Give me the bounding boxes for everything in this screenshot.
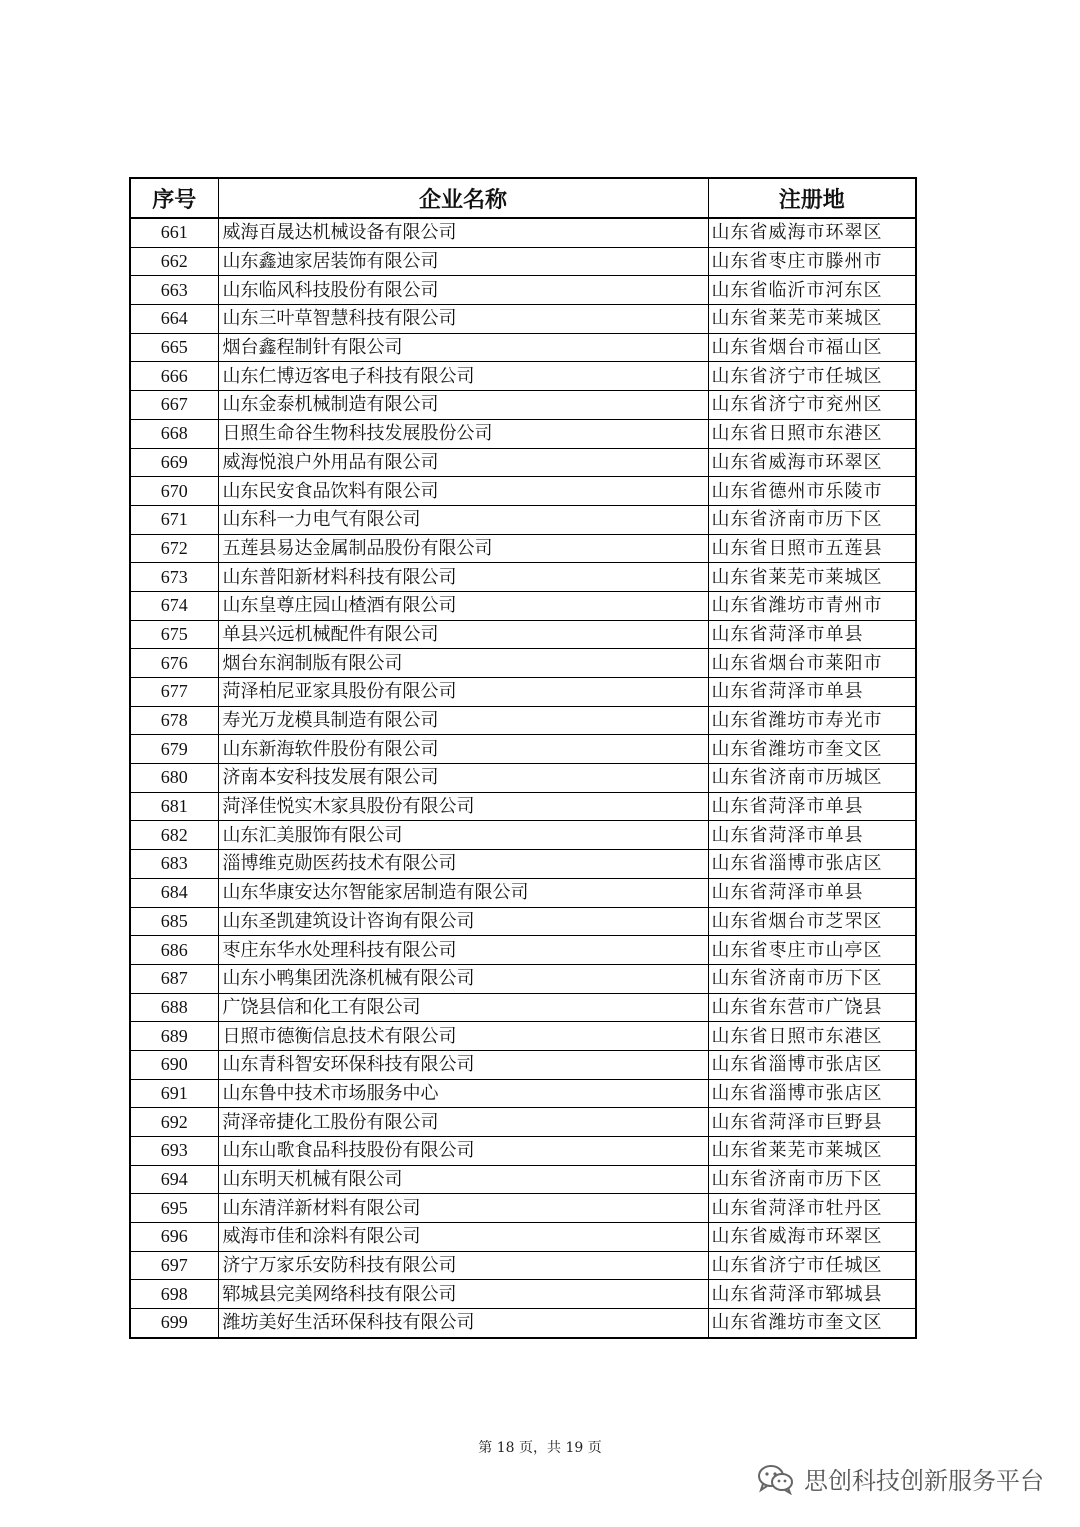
table-row <box>130 1280 916 1309</box>
registered-location: 山东省威海市环翠区 <box>708 1223 916 1252</box>
registered-location: 山东省济南市历城区 <box>708 764 916 793</box>
registered-location: 山东省菏泽市郓城县 <box>708 1280 916 1309</box>
row-index: 682 <box>130 821 218 850</box>
company-name: 济宁万家乐安防科技有限公司 <box>218 1251 708 1280</box>
company-name: 郓城县完美网络科技有限公司 <box>218 1280 708 1309</box>
company-name: 山东金泰机械制造有限公司 <box>218 391 708 420</box>
table-row <box>130 419 916 448</box>
registered-location: 山东省济南市历下区 <box>708 964 916 993</box>
company-name: 济南本安科技发展有限公司 <box>218 764 708 793</box>
registered-location: 山东省潍坊市奎文区 <box>708 735 916 764</box>
table-row <box>130 878 916 907</box>
row-index: 683 <box>130 850 218 879</box>
company-name: 山东临风科技股份有限公司 <box>218 276 708 305</box>
registered-location: 山东省日照市东港区 <box>708 419 916 448</box>
table-row <box>130 448 916 477</box>
registered-location: 山东省莱芜市莱城区 <box>708 563 916 592</box>
row-index: 696 <box>130 1223 218 1252</box>
company-name: 山东仁博迈客电子科技有限公司 <box>218 362 708 391</box>
table-row <box>130 936 916 965</box>
company-name: 枣庄东华水处理科技有限公司 <box>218 936 708 965</box>
table-row <box>130 706 916 735</box>
row-index: 676 <box>130 649 218 678</box>
company-name: 山东华康安达尔智能家居制造有限公司 <box>218 878 708 907</box>
table-row <box>130 764 916 793</box>
table-row <box>130 333 916 362</box>
table-row <box>130 362 916 391</box>
table-row <box>130 1022 916 1051</box>
registered-location: 山东省烟台市芝罘区 <box>708 907 916 936</box>
row-index: 664 <box>130 305 218 334</box>
row-index: 675 <box>130 620 218 649</box>
company-name: 五莲县易达金属制品股份有限公司 <box>218 534 708 563</box>
company-name: 山东圣凯建筑设计咨询有限公司 <box>218 907 708 936</box>
registered-location: 山东省淄博市张店区 <box>708 1050 916 1079</box>
table-row <box>130 678 916 707</box>
table-row <box>130 505 916 534</box>
company-name: 威海市佳和涂料有限公司 <box>218 1223 708 1252</box>
row-index: 661 <box>130 218 218 247</box>
wechat-icon <box>756 1463 796 1495</box>
company-name: 烟台东润制版有限公司 <box>218 649 708 678</box>
registered-location: 山东省威海市环翠区 <box>708 218 916 247</box>
table-row <box>130 1079 916 1108</box>
company-name: 山东鲁中技术市场服务中心 <box>218 1079 708 1108</box>
table-row <box>130 391 916 420</box>
watermark <box>756 1461 1044 1496</box>
company-name: 菏泽佳悦实木家具股份有限公司 <box>218 792 708 821</box>
company-name: 菏泽柏尼亚家具股份有限公司 <box>218 678 708 707</box>
table-row <box>130 850 916 879</box>
table-row <box>130 247 916 276</box>
registered-location: 山东省济宁市任城区 <box>708 1251 916 1280</box>
company-name: 山东清洋新材料有限公司 <box>218 1194 708 1223</box>
row-index: 687 <box>130 964 218 993</box>
company-name: 山东新海软件股份有限公司 <box>218 735 708 764</box>
row-index: 689 <box>130 1022 218 1051</box>
registered-location: 山东省济宁市兖州区 <box>708 391 916 420</box>
row-index: 672 <box>130 534 218 563</box>
registered-location: 山东省东营市广饶县 <box>708 993 916 1022</box>
company-name: 山东汇美服饰有限公司 <box>218 821 708 850</box>
registered-location: 山东省菏泽市单县 <box>708 878 916 907</box>
company-name: 山东普阳新材料科技有限公司 <box>218 563 708 592</box>
registered-location: 山东省济南市历下区 <box>708 505 916 534</box>
row-index: 663 <box>130 276 218 305</box>
table-row <box>130 1194 916 1223</box>
registered-location: 山东省菏泽市单县 <box>708 821 916 850</box>
row-index: 681 <box>130 792 218 821</box>
company-name: 威海百晟达机械设备有限公司 <box>218 218 708 247</box>
registered-location: 山东省菏泽市单县 <box>708 792 916 821</box>
registered-location: 山东省威海市环翠区 <box>708 448 916 477</box>
table-row <box>130 964 916 993</box>
row-index: 691 <box>130 1079 218 1108</box>
row-index: 677 <box>130 678 218 707</box>
header-index: 序号 <box>130 178 218 218</box>
table-row <box>130 735 916 764</box>
row-index: 699 <box>130 1309 218 1338</box>
company-name: 潍坊美好生活环保科技有限公司 <box>218 1309 708 1338</box>
registered-location: 山东省菏泽市巨野县 <box>708 1108 916 1137</box>
registered-location: 山东省菏泽市单县 <box>708 678 916 707</box>
company-name: 日照生命谷生物科技发展股份公司 <box>218 419 708 448</box>
registered-location: 山东省菏泽市牡丹区 <box>708 1194 916 1223</box>
company-name: 山东小鸭集团洗涤机械有限公司 <box>218 964 708 993</box>
row-index: 679 <box>130 735 218 764</box>
table-row <box>130 477 916 506</box>
table-row <box>130 276 916 305</box>
company-name: 山东三叶草智慧科技有限公司 <box>218 305 708 334</box>
company-name: 山东明天机械有限公司 <box>218 1165 708 1194</box>
company-name: 烟台鑫程制针有限公司 <box>218 333 708 362</box>
table-row <box>130 620 916 649</box>
registered-location: 山东省烟台市福山区 <box>708 333 916 362</box>
registered-location: 山东省日照市五莲县 <box>708 534 916 563</box>
row-index: 680 <box>130 764 218 793</box>
table-row <box>130 563 916 592</box>
company-name: 单县兴远机械配件有限公司 <box>218 620 708 649</box>
table-row <box>130 305 916 334</box>
table-row <box>130 1251 916 1280</box>
header-company-name: 企业名称 <box>218 178 708 218</box>
registered-location: 山东省淄博市张店区 <box>708 850 916 879</box>
row-index: 685 <box>130 907 218 936</box>
company-table <box>129 177 917 1339</box>
row-index: 665 <box>130 333 218 362</box>
row-index: 671 <box>130 505 218 534</box>
row-index: 688 <box>130 993 218 1022</box>
registered-location: 山东省莱芜市莱城区 <box>708 305 916 334</box>
registered-location: 山东省济宁市任城区 <box>708 362 916 391</box>
table-row <box>130 792 916 821</box>
registered-location: 山东省济南市历下区 <box>708 1165 916 1194</box>
company-name: 寿光万龙模具制造有限公司 <box>218 706 708 735</box>
table-row <box>130 218 916 247</box>
registered-location: 山东省日照市东港区 <box>708 1022 916 1051</box>
table-row <box>130 534 916 563</box>
row-index: 669 <box>130 448 218 477</box>
row-index: 697 <box>130 1251 218 1280</box>
row-index: 692 <box>130 1108 218 1137</box>
registered-location: 山东省枣庄市滕州市 <box>708 247 916 276</box>
table-row <box>130 993 916 1022</box>
row-index: 684 <box>130 878 218 907</box>
registered-location: 山东省临沂市河东区 <box>708 276 916 305</box>
table-row <box>130 591 916 620</box>
registered-location: 山东省淄博市张店区 <box>708 1079 916 1108</box>
row-index: 686 <box>130 936 218 965</box>
page-number: 第 18 页，共 19 页 <box>478 1440 602 1456</box>
company-name: 山东青科智安环保科技有限公司 <box>218 1050 708 1079</box>
header-registered-location: 注册地 <box>708 178 916 218</box>
company-name: 广饶县信和化工有限公司 <box>218 993 708 1022</box>
company-name: 日照市德衡信息技术有限公司 <box>218 1022 708 1051</box>
table-row <box>130 1108 916 1137</box>
row-index: 670 <box>130 477 218 506</box>
company-name: 威海悦浪户外用品有限公司 <box>218 448 708 477</box>
watermark-text: 思创科技创新服务平台 <box>804 1467 1044 1495</box>
row-index: 693 <box>130 1137 218 1166</box>
registered-location: 山东省潍坊市青州市 <box>708 591 916 620</box>
row-index: 695 <box>130 1194 218 1223</box>
company-name: 山东鑫迪家居装饰有限公司 <box>218 247 708 276</box>
registered-location: 山东省潍坊市奎文区 <box>708 1309 916 1338</box>
table-body <box>130 218 916 1338</box>
table-row <box>130 821 916 850</box>
row-index: 694 <box>130 1165 218 1194</box>
row-index: 678 <box>130 706 218 735</box>
row-index: 668 <box>130 419 218 448</box>
registered-location: 山东省莱芜市莱城区 <box>708 1137 916 1166</box>
row-index: 690 <box>130 1050 218 1079</box>
company-name: 山东山歌食品科技股份有限公司 <box>218 1137 708 1166</box>
registered-location: 山东省菏泽市单县 <box>708 620 916 649</box>
company-name: 菏泽帝捷化工股份有限公司 <box>218 1108 708 1137</box>
row-index: 673 <box>130 563 218 592</box>
company-name: 淄博维克勋医药技术有限公司 <box>218 850 708 879</box>
registered-location: 山东省德州市乐陵市 <box>708 477 916 506</box>
table-header-row <box>130 178 916 218</box>
table-row <box>130 1223 916 1252</box>
company-name: 山东民安食品饮料有限公司 <box>218 477 708 506</box>
company-name: 山东皇尊庄园山楂酒有限公司 <box>218 591 708 620</box>
table-row <box>130 1165 916 1194</box>
table-row <box>130 1050 916 1079</box>
company-name: 山东科一力电气有限公司 <box>218 505 708 534</box>
registered-location: 山东省潍坊市寿光市 <box>708 706 916 735</box>
table-row <box>130 649 916 678</box>
registered-location: 山东省烟台市莱阳市 <box>708 649 916 678</box>
table-row <box>130 1137 916 1166</box>
table-row <box>130 907 916 936</box>
row-index: 667 <box>130 391 218 420</box>
registered-location: 山东省枣庄市山亭区 <box>708 936 916 965</box>
row-index: 662 <box>130 247 218 276</box>
row-index: 698 <box>130 1280 218 1309</box>
row-index: 674 <box>130 591 218 620</box>
row-index: 666 <box>130 362 218 391</box>
table-row <box>130 1309 916 1338</box>
